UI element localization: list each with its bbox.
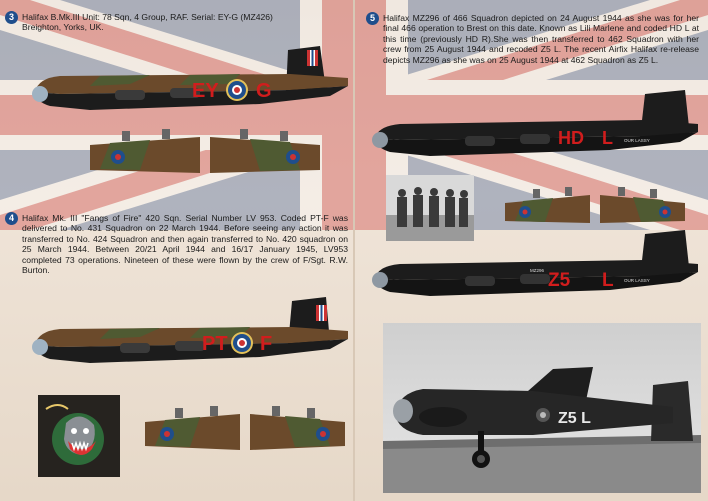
halifax-wings-ey-g	[90, 125, 320, 185]
nose-name-text: OUR LASSY	[624, 278, 650, 283]
fuselage-code-left: PT	[202, 333, 228, 355]
halifax-profile-ey-g	[30, 40, 350, 130]
fuselage-code-left: EY	[192, 80, 219, 102]
caption-line: Breighton, Yorks, UK.	[22, 22, 104, 33]
halifax-profile-hd-l	[370, 90, 700, 175]
fuselage-code-right: G	[256, 80, 272, 102]
halifax-profile-pt-f	[30, 295, 350, 385]
section-3-caption	[22, 12, 352, 33]
section-number-badge: 5	[366, 12, 379, 25]
nose-name-text: OUR LASSY	[624, 138, 650, 143]
halifax-aircraft-photo	[383, 323, 701, 493]
page-spine	[353, 0, 355, 501]
section-5-caption: Halifax MZ296 of 466 Squadron depicted on 24 August 1944 as she was for her final 466 operation to Brest on this date. Known as Lili Marlene and coded HD L at this time (previously HD R).She was then transferred to 462 Squadron with her crew from 25 August 1944 and recoded Z5 L. The recent Airfix Halifax re-release depicts MZ296 as she was on 25 August 1944 at 462 Squadron as Z5 L.	[383, 13, 699, 65]
halifax-wings-hd-l	[505, 185, 685, 230]
fuselage-code-left: Z5	[548, 270, 571, 291]
fuselage-code-right: L	[602, 128, 613, 148]
fangs-of-fire-nose-art-image	[38, 395, 120, 477]
fuselage-code-left: HD	[558, 128, 584, 148]
fuselage-code-right: L	[602, 270, 614, 291]
serial-text: MZ296	[530, 268, 545, 273]
section-number-badge: 3	[5, 11, 18, 24]
caption-line: Halifax B.Mk.III Unit: 78 Sqn, 4 Group, RAF. Serial: EY-G (MZ426)	[22, 12, 273, 22]
halifax-wings-pt-f	[145, 400, 345, 460]
halifax-profile-z5-l	[370, 230, 700, 310]
fuselage-code-right: F	[260, 333, 273, 355]
section-4-caption: Halifax Mk. III "Fangs of Fire" 420 Sqn. Serial Number LV 953. Coded PT-F was delivered to No. 431 Squadron on 22 March 1944. Before seeing any action it was transferred to No. 424 Squadron and then again transferred to No. 420 squadron on 25 March 1944. Between 20/21 April 1944 and 16/17 January 1945, LV953 completed 73 operations. Nineteen of these were flown by the crew of F/Sgt. R.W. Burton.	[22, 213, 348, 276]
photo-fuselage-codes: Z5 L	[558, 410, 591, 427]
section-number-badge: 4	[5, 212, 18, 225]
